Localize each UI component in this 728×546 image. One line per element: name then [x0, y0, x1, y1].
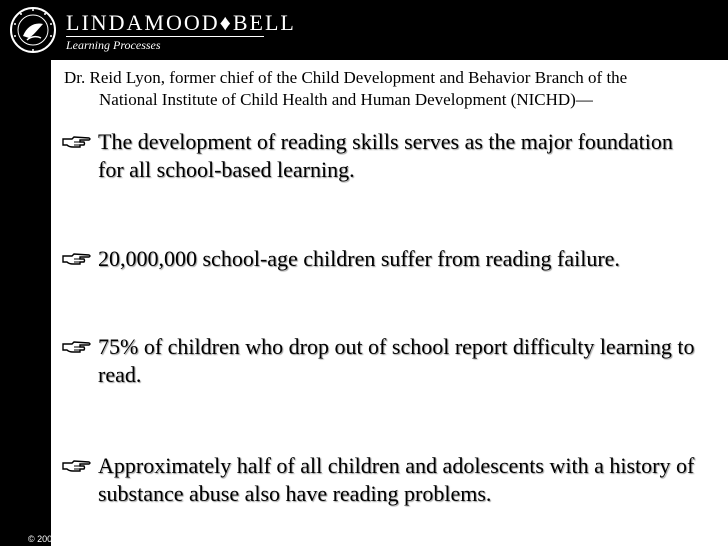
brand-subtitle: Learning Processes [66, 38, 161, 52]
left-sidebar-bar [0, 60, 51, 546]
lindamood-bell-seal-icon [9, 6, 57, 54]
brand-name: LINDAMOOD♦BELL [66, 10, 296, 35]
header-bar [0, 0, 728, 60]
pointing-hand-icon [62, 340, 92, 354]
pointing-hand-icon [62, 135, 92, 149]
pointing-hand-icon [62, 252, 92, 266]
source-line-2: National Institute of Child Health and Human Development (NICHD)— [99, 90, 593, 109]
source-attribution [64, 67, 704, 111]
bullet-text: The development of reading skills serves as the major foundation for all school-based learning. [98, 129, 673, 182]
pointing-hand-icon [62, 459, 92, 473]
bullet-text: 20,000,000 school-age children suffer from reading failure. [98, 246, 620, 271]
bullet-text: 75% of children who drop out of school report difficulty learning to read. [98, 334, 695, 387]
copyright-notice: © 2002 Lindamood-Bell Learning Processes [28, 534, 205, 544]
source-line-1: Dr. Reid Lyon, former chief of the Child Development and Behavior Branch of the [64, 68, 628, 87]
brand-divider [66, 36, 264, 37]
bullet-text: Approximately half of all children and adolescents with a history of substance abuse also have reading problems. [98, 453, 695, 506]
bullet-item [62, 245, 702, 273]
bullet-item [62, 452, 702, 508]
bullet-item [62, 333, 702, 389]
bullet-item [62, 128, 702, 184]
